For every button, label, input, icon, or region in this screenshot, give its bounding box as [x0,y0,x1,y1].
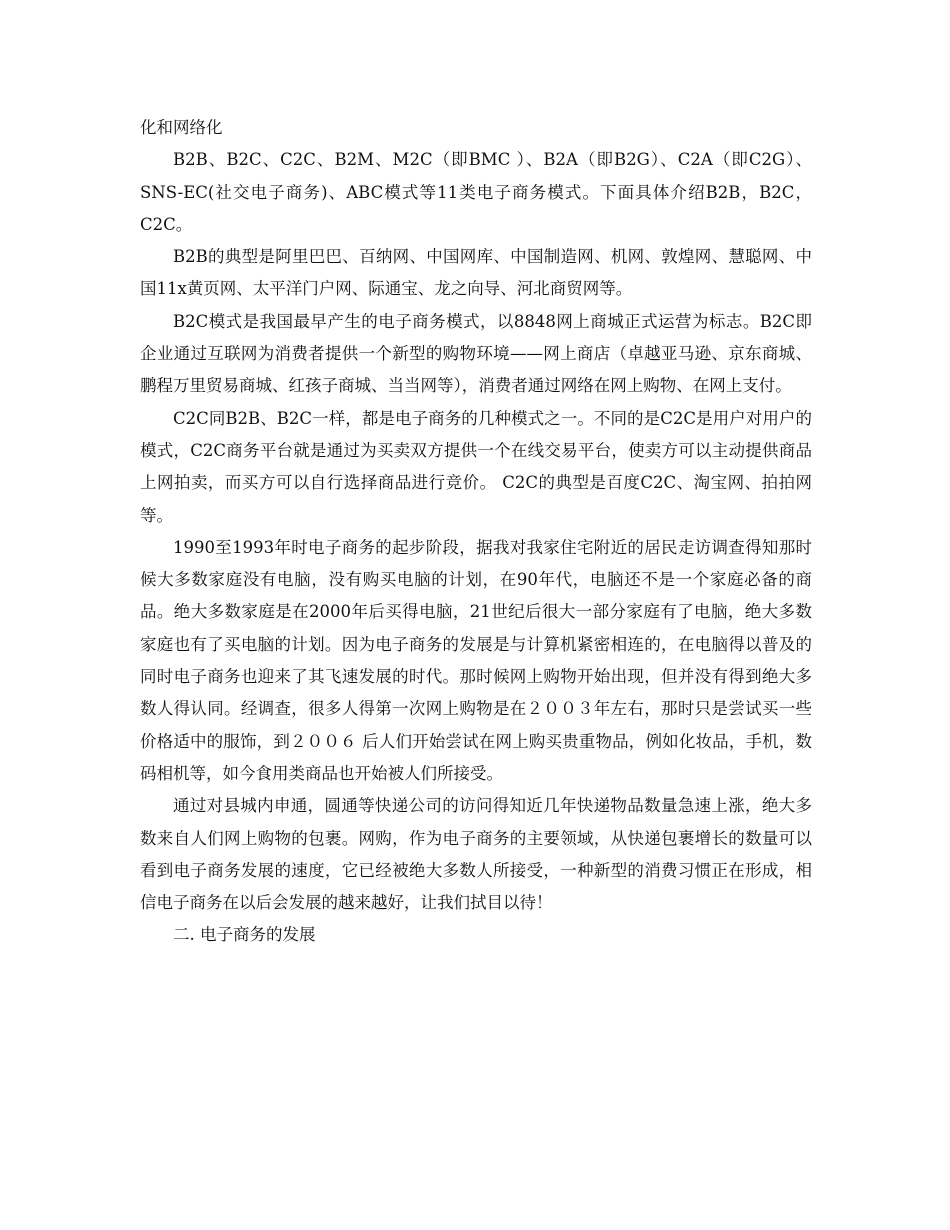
paragraph-b2c-model: B2C模式是我国最早产生的电子商务模式，以8848网上商城正式运营为标志。B2C即企业通过互联网为消费者提供一个新型的购物环境——网上商店（卓越亚马逊、京东商城、鹏程万里贸易商城、红孩子商城、当当网等），消费者通过网络在网上购物、在网上支付。 [140,311,812,396]
paragraph-continuation: 化和网络化 [140,118,223,137]
paragraph-c2c-model: C2C同B2B、B2C一样，都是电子商务的几种模式之一。不同的是C2C是用户对用户的模式，C2C商务平台就是通过为买卖双方提供一个在线交易平台，使卖方可以主动提供商品上网拍卖，而买方可以自行选择商品进行竞价。 C2C的典型是百度C2C、淘宝网、拍拍网等。 [140,408,812,525]
paragraph-history-survey: 1990至1993年时电子商务的起步阶段，据我对我家住宅附近的居民走访调查得知那时候大多数家庭没有电脑，没有购买电脑的计划，在90年代，电脑还不是一个家庭必备的商品。绝大多数家庭是在2000年后买得电脑，21世纪后很大一部分家庭有了电脑，绝大多数家庭也有了买电脑的计划。因为电子商务的发展是与计算机紧密相连的，在电脑得以普及的同时电子商务也迎来了其飞速发展的时代。那时候网上购物开始出现，但并没有得到绝大多数人得认同。经调查，很多人得第一次网上购物是在２００３年左右，那时只是尝试买一些价格适中的服饰，到２００６ 后人们开始尝试在网上购买贵重物品，例如化妆品，手机，数码相机等，如今食用类商品也开始被人们所接受。 [140,537,812,783]
paragraph-ecommerce-models: B2B、B2C、C2C、B2M、M2C（即BMC ）、B2A（即B2G）、C2A（即C2G）、SNS-EC(社交电子商务)、ABC模式等11类电子商务模式。下面具体介绍B2B，B2C，C2C。 [140,150,812,234]
document-body [140,112,812,952]
paragraph-courier-survey: 通过对县城内申通，圆通等快递公司的访问得知近几年快递物品数量急速上涨，绝大多数来自人们网上购物的包裹。网购，作为电子商务的主要领域，从快递包裹增长的数量可以看到电子商务发展的速度，它已经被绝大多数人所接受，一种新型的消费习惯正在形成，相信电子商务在以后会发展的越来越好，让我们拭目以待！ [140,796,812,913]
paragraph-b2b-examples: B2B的典型是阿里巴巴、百纳网、中国网库、中国制造网、机网、敦煌网、慧聪网、中国11x黄页网、太平洋门户网、际通宝、龙之向导、河北商贸网等。 [140,247,812,299]
section-heading: 二. 电子商务的发展 [173,925,316,945]
